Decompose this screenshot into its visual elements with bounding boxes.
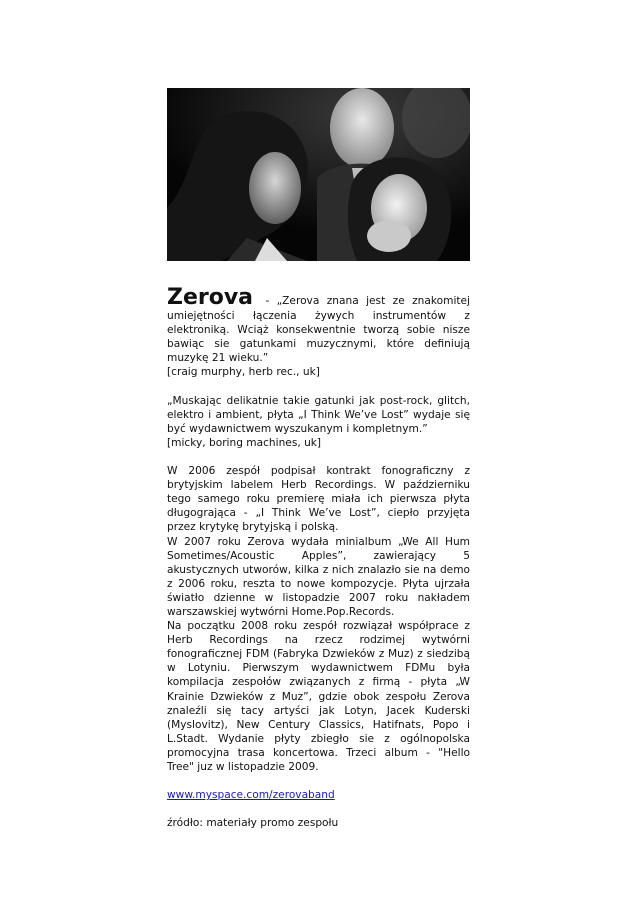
quote2-credit: [micky, boring machines, uk] [167, 436, 322, 449]
myspace-link[interactable]: www.myspace.com/zerovaband [167, 789, 335, 802]
bio-paragraph-2: W 2007 roku Zerova wydała minialbum „We All Hum Sometimes/Acoustic Apples”, zawierający 5 akustycznych utworów, kilka z nich znalazło sie na demo z 2006 roku, reszta to nowe kompozycje. Płyta ujrzała światło dzienne w listopadzie 2007 roku nakładem warszawskiej wytwórni Home.Pop.Records. [167, 535, 470, 618]
intro-quote: - „Zerova znana jest ze znakomitej umiejętności łączenia żywych instrumentów z elektroniką. Wciąż konsekwentnie tworzą sobie nisze bawiąc sie gatunkami muzycznymi, które definiują muzykę 21 wieku.” [167, 295, 471, 365]
article-body [167, 287, 470, 830]
bio-paragraph-1: W 2006 zespół podpisał kontrakt fonograficzny z brytyjskim labelem Herb Recordings. W październiku tego samego roku premierę miała ich pierwsza płyta długogrająca - „I Think We’ve Lost”, ciepło przyjęta przez krytykę brytyjską i polską. [167, 465, 470, 534]
source-note: źródło: materiały promo zespołu [167, 817, 339, 830]
bio-paragraph-3: Na początku 2008 roku zespół rozwiązał współprace z Herb Recordings na rzecz rodzimej wytwórni fonograficznej FDM (Fabryka Dzwieków z Muz) z siedzibą w Lotyniu. Pierwszym wydawnictwem FDMu była kompilacja zespołów związanych z firmą - płyta „W Krainie Dzwieków z Muz”, gdzie obok zespołu Zerova znaleźli się tacy artyści jak Lotyn, Jacek Kuderski (Myslovitz), New Century Classics, Hatifnats, Popo i L.Stadt. Wydanie płyty zbiegło sie z ogólnopolska promocyjna trasa koncertowa. Trzeci album - "Hello Tree" juz w listopadzie 2009. [167, 620, 470, 773]
band-photo [167, 88, 470, 261]
intro-credit: [craig murphy, herb rec., uk] [167, 366, 320, 379]
quote2: „Muskając delikatnie takie gatunki jak post-rock, glitch, elektro i ambient, płyta „I Think We’ve Lost” wydaje się być wydawnictwem wyszukanym i kompletnym.” [167, 394, 470, 435]
intro-paragraph [167, 287, 470, 365]
band-title: Zerova [167, 285, 254, 310]
